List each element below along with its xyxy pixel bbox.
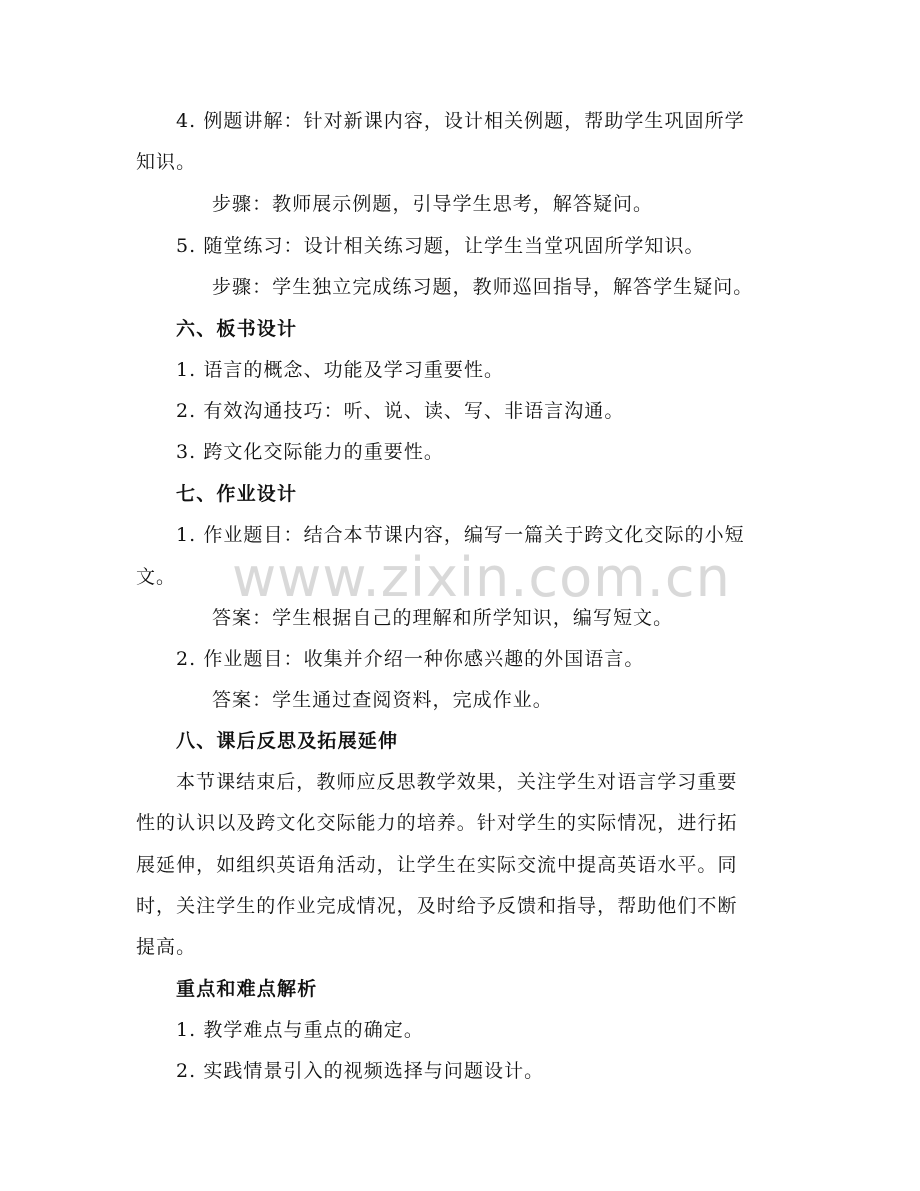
list-item-5: 5. 随堂练习：设计相关练习题，让学生当堂巩固所学知识。 <box>176 235 705 257</box>
board-item-2: 2. 有效沟通技巧：听、说、读、写、非语言沟通。 <box>176 400 625 422</box>
reflection-paragraph-line-1: 本节课结束后，教师应反思教学效果，关注学生对语言学习重要 <box>176 771 738 793</box>
homework-item-2: 2. 作业题目：收集并介绍一种你感兴趣的外国语言。 <box>176 648 645 670</box>
reflection-paragraph-line-5: 提高。 <box>136 936 197 958</box>
reflection-paragraph-line-3: 展延伸，如组织英语角活动，让学生在实际交流中提高英语水平。同 <box>136 854 738 876</box>
section-heading-homework: 七、作业设计 <box>176 483 298 505</box>
reflection-paragraph-line-2: 性的认识以及跨文化交际能力的培养。针对学生的实际情况，进行拓 <box>136 812 738 834</box>
list-item-4-line-1: 4. 例题讲解：针对新课内容，设计相关例题，帮助学生巩固所学 <box>176 110 745 132</box>
answer-text-1: 答案：学生根据自己的理解和所学知识，编写短文。 <box>212 607 674 629</box>
step-text-4: 步骤：教师展示例题，引导学生思考，解答疑问。 <box>212 193 654 215</box>
section-heading-key-points: 重点和难点解析 <box>176 978 318 1000</box>
list-item-4-line-2: 知识。 <box>136 151 197 173</box>
board-item-1: 1. 语言的概念、功能及学习重要性。 <box>176 359 505 381</box>
section-heading-reflection: 八、课后反思及拓展延伸 <box>176 730 399 752</box>
board-item-3: 3. 跨文化交际能力的重要性。 <box>176 441 444 463</box>
homework-item-1-line-2: 文。 <box>136 566 177 588</box>
key-point-item-2: 2. 实践情景引入的视频选择与问题设计。 <box>176 1060 545 1082</box>
watermark: www.zixin.com.cn <box>232 546 731 609</box>
reflection-paragraph-line-4: 时，关注学生的作业完成情况，及时给予反馈和指导，帮助他们不断 <box>136 895 738 917</box>
homework-item-1-line-1: 1. 作业题目：结合本节课内容，编写一篇关于跨文化交际的小短 <box>176 524 745 546</box>
answer-text-2: 答案：学生通过查阅资料，完成作业。 <box>212 689 553 711</box>
section-heading-board-design: 六、板书设计 <box>176 318 298 340</box>
key-point-item-1: 1. 教学难点与重点的确定。 <box>176 1019 424 1041</box>
step-text-5: 步骤：学生独立完成练习题，教师巡回指导，解答学生疑问。 <box>212 276 754 298</box>
